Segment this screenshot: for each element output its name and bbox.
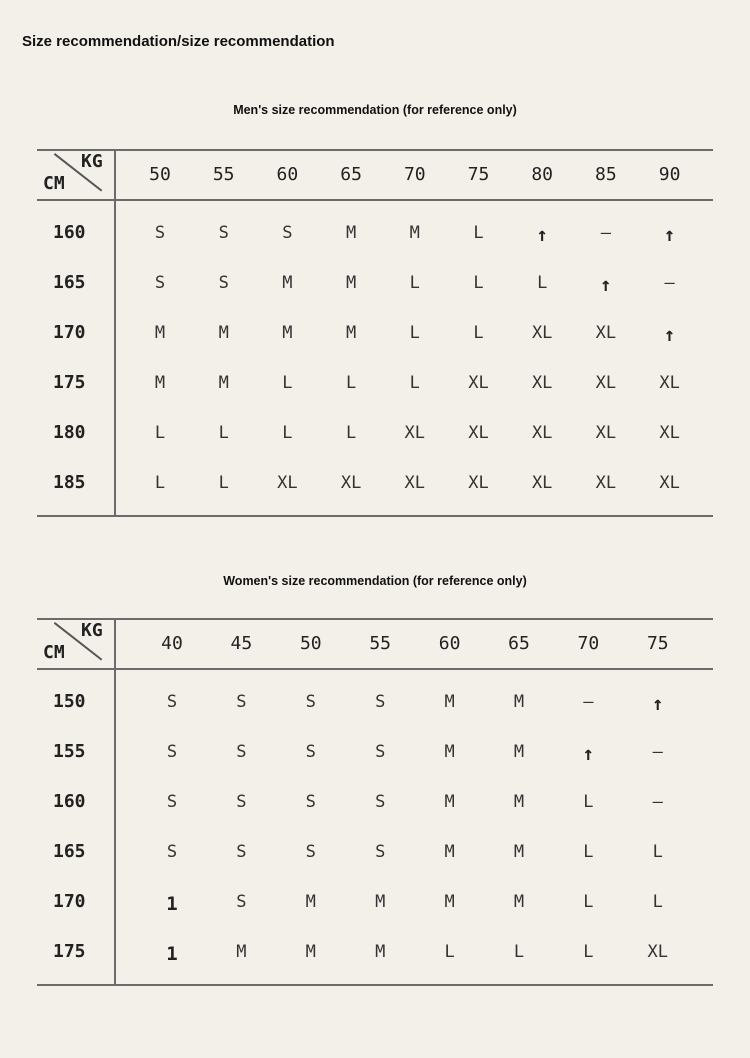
mens-size-cell: L <box>154 423 166 443</box>
womens-size-cell: M <box>513 842 525 862</box>
womens-size-cell: S <box>375 692 386 712</box>
womens-weight-header: 65 <box>508 633 530 654</box>
womens-size-cell: 1 <box>166 893 178 915</box>
mens-weight-header: 90 <box>658 164 681 185</box>
womens-size-cell: S <box>166 692 178 712</box>
womens-weight-header: 50 <box>299 633 322 654</box>
womens-size-cell: S <box>236 742 247 762</box>
womens-size-cell: M <box>305 892 316 912</box>
womens-size-cell: L <box>652 892 663 912</box>
mens-size-cell: XL <box>404 473 426 493</box>
mens-size-cell: M <box>218 323 229 343</box>
womens-size-cell: S <box>305 842 316 862</box>
womens-size-cell: L <box>583 842 594 862</box>
womens-size-cell: M <box>444 742 455 762</box>
womens-height-label: 165 <box>53 841 86 862</box>
mens-size-cell: ↑ <box>536 224 548 246</box>
mens-weight-header: 60 <box>276 164 299 185</box>
womens-size-cell: M <box>305 942 316 962</box>
womens-size-cell: S <box>375 842 386 862</box>
mens-size-cell: XL <box>595 473 617 493</box>
mens-weight-header: 75 <box>467 164 490 185</box>
womens-size-cell: M <box>375 892 386 912</box>
mens-height-label: 180 <box>53 422 86 443</box>
mens-size-cell: L <box>409 273 420 293</box>
womens-size-cell: S <box>236 692 247 712</box>
mens-size-cell: XL <box>595 373 617 393</box>
womens-size-cell: M <box>444 842 455 862</box>
womens-height-label: 170 <box>53 891 86 912</box>
womens-size-cell: S <box>305 792 316 812</box>
mens-size-cell: M <box>409 223 420 243</box>
womens-size-cell: L <box>444 942 455 962</box>
womens-table-title: Women's size recommendation (for reference only) <box>223 574 527 588</box>
mens-height-label: 160 <box>53 222 86 243</box>
mens-header-rule <box>37 199 713 201</box>
mens-size-cell: M <box>154 323 166 343</box>
mens-size-cell: XL <box>531 473 553 493</box>
womens-weight-header: 40 <box>161 633 183 654</box>
mens-size-cell: XL <box>659 373 680 393</box>
mens-size-cell: XL <box>531 423 553 443</box>
womens-size-cell: S <box>166 742 178 762</box>
mens-size-cell: — <box>600 223 612 243</box>
mens-size-cell: ↑ <box>663 324 676 346</box>
mens-size-cell: XL <box>659 473 680 493</box>
mens-size-cell: — <box>664 273 675 293</box>
mens-weight-header: 85 <box>595 164 617 185</box>
mens-size-cell: L <box>473 323 484 343</box>
womens-size-cell: S <box>375 792 386 812</box>
mens-size-cell: ↑ <box>600 274 612 296</box>
womens-size-cell: M <box>513 792 525 812</box>
womens-height-label: 150 <box>53 691 86 712</box>
mens-size-cell: M <box>154 373 166 393</box>
womens-size-cell: M <box>444 892 455 912</box>
womens-size-cell: S <box>375 742 386 762</box>
womens-size-cell: L <box>583 892 594 912</box>
mens-size-cell: S <box>218 273 229 293</box>
mens-size-cell: M <box>345 323 357 343</box>
mens-height-label: 185 <box>53 472 86 493</box>
mens-corner-cm: CM <box>43 173 65 194</box>
womens-weight-header: 45 <box>230 633 253 654</box>
mens-size-cell: M <box>345 223 357 243</box>
mens-size-cell: L <box>218 423 229 443</box>
mens-size-cell: S <box>282 223 293 243</box>
mens-size-cell: XL <box>595 323 617 343</box>
womens-size-cell: — <box>583 692 594 712</box>
mens-size-cell: M <box>282 323 293 343</box>
mens-column-divider <box>114 149 116 517</box>
womens-size-cell: — <box>652 792 663 812</box>
womens-size-cell: 1 <box>166 943 178 965</box>
mens-height-label: 165 <box>53 272 86 293</box>
mens-height-label: 175 <box>53 372 86 393</box>
mens-weight-header: 55 <box>212 164 235 185</box>
womens-column-divider <box>114 618 116 986</box>
womens-height-label: 175 <box>53 941 86 962</box>
mens-size-cell: S <box>218 223 229 243</box>
womens-size-cell: S <box>305 692 316 712</box>
womens-top-rule <box>37 618 713 620</box>
mens-size-cell: ↑ <box>663 224 676 246</box>
womens-size-cell: L <box>513 942 525 962</box>
mens-size-cell: XL <box>340 473 362 493</box>
mens-weight-header: 80 <box>531 164 554 185</box>
womens-size-cell: S <box>236 842 247 862</box>
mens-size-cell: L <box>345 423 357 443</box>
womens-size-cell: M <box>375 942 386 962</box>
mens-table-title: Men's size recommendation (for reference only) <box>233 103 517 117</box>
womens-size-table <box>37 618 713 988</box>
mens-size-cell: L <box>409 323 420 343</box>
mens-size-cell: XL <box>659 423 680 443</box>
womens-weight-header: 75 <box>646 633 669 654</box>
womens-size-cell: ↑ <box>582 743 595 765</box>
mens-size-cell: L <box>345 373 357 393</box>
mens-size-cell: M <box>282 273 293 293</box>
womens-size-cell: L <box>583 942 594 962</box>
mens-top-rule <box>37 149 713 151</box>
womens-bottom-rule <box>37 984 713 986</box>
womens-weight-header: 55 <box>369 633 392 654</box>
mens-size-cell: M <box>345 273 357 293</box>
womens-size-cell: S <box>166 842 178 862</box>
mens-size-cell: XL <box>404 423 426 443</box>
mens-size-cell: S <box>154 273 166 293</box>
mens-size-cell: L <box>282 423 293 443</box>
mens-size-cell: L <box>409 373 420 393</box>
womens-size-cell: M <box>513 692 525 712</box>
womens-size-cell: M <box>444 792 455 812</box>
mens-size-cell: XL <box>468 473 489 493</box>
womens-corner-cm: CM <box>43 642 65 663</box>
womens-size-cell: M <box>513 892 525 912</box>
mens-size-cell: XL <box>531 323 553 343</box>
womens-size-cell: S <box>166 792 178 812</box>
mens-size-cell: S <box>154 223 166 243</box>
mens-size-cell: L <box>218 473 229 493</box>
mens-size-cell: XL <box>531 373 553 393</box>
womens-size-cell: L <box>583 792 594 812</box>
mens-weight-header: 50 <box>149 164 171 185</box>
mens-size-cell: L <box>282 373 293 393</box>
mens-size-cell: XL <box>468 423 489 443</box>
womens-size-cell: M <box>236 942 247 962</box>
mens-size-cell: L <box>473 273 484 293</box>
mens-size-cell: XL <box>595 423 617 443</box>
womens-corner-kg: KG <box>81 620 103 641</box>
womens-size-cell: M <box>513 742 525 762</box>
womens-size-cell: L <box>652 842 663 862</box>
mens-size-cell: XL <box>277 473 298 493</box>
womens-header-rule <box>37 668 713 670</box>
womens-size-cell: S <box>236 792 247 812</box>
mens-size-table <box>37 149 713 519</box>
womens-size-cell: ↑ <box>652 693 664 715</box>
womens-size-cell: S <box>305 742 316 762</box>
womens-size-cell: M <box>444 692 455 712</box>
womens-size-cell: S <box>236 892 247 912</box>
womens-weight-header: 70 <box>577 633 600 654</box>
mens-bottom-rule <box>37 515 713 517</box>
womens-size-cell: XL <box>647 942 669 962</box>
page-title: Size recommendation/size recommendation <box>22 33 335 50</box>
mens-weight-header: 65 <box>340 164 362 185</box>
mens-height-label: 170 <box>53 322 86 343</box>
womens-weight-header: 60 <box>438 633 461 654</box>
mens-size-cell: L <box>473 223 484 243</box>
womens-height-label: 155 <box>53 741 86 762</box>
mens-size-cell: M <box>218 373 229 393</box>
mens-corner-kg: KG <box>81 151 103 172</box>
mens-weight-header: 70 <box>403 164 426 185</box>
womens-size-cell: — <box>652 742 663 762</box>
mens-size-cell: L <box>537 273 548 293</box>
womens-height-label: 160 <box>53 791 86 812</box>
mens-size-cell: XL <box>468 373 489 393</box>
mens-size-cell: L <box>154 473 166 493</box>
